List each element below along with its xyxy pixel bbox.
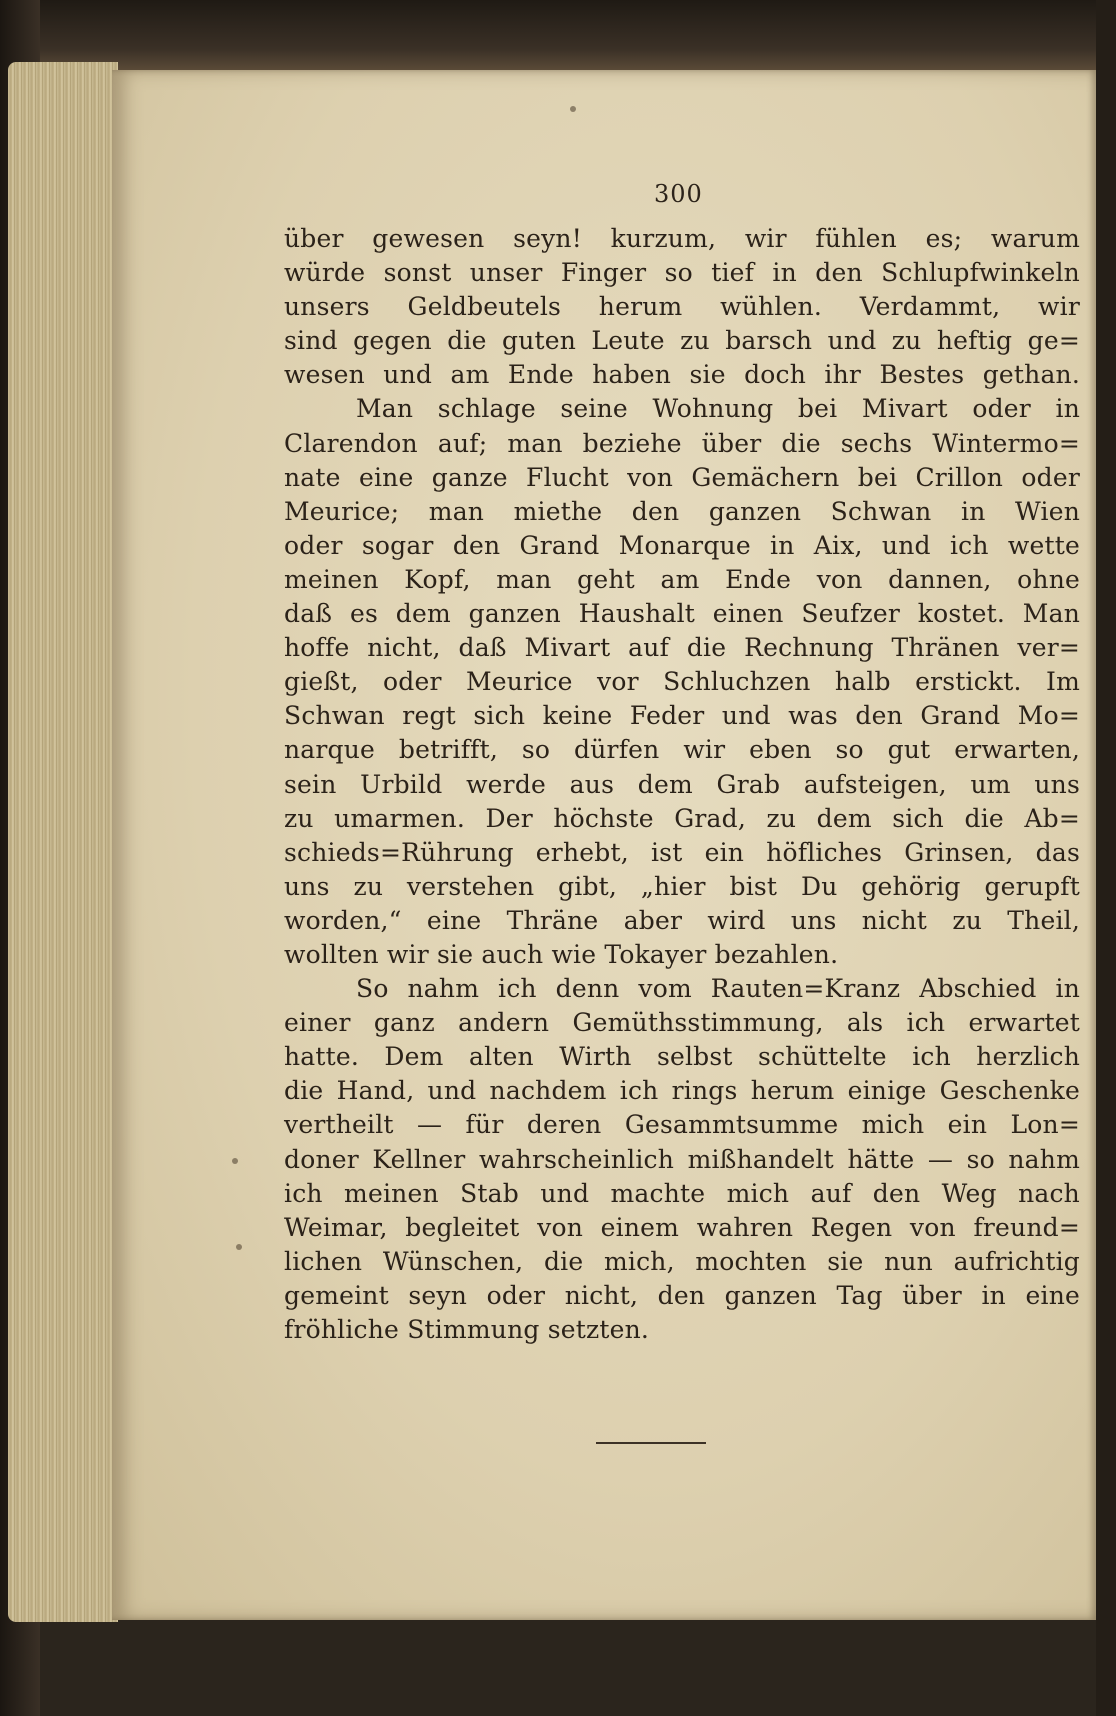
body-text [284, 222, 1080, 1347]
text-line: Schwan regt sich keine Feder und was den Grand Mo= [284, 701, 1080, 731]
text-line: gießt, oder Meurice vor Schluchzen halb erstickt. Im [284, 667, 1080, 697]
text-line: uns zu verstehen gibt, „hier bist Du gehörig gerupft [284, 871, 1080, 901]
text-line: worden,“ eine Thräne aber wird uns nicht zu Theil, [284, 905, 1080, 935]
paper-spot [570, 106, 576, 112]
text-line: würde sonst unser Finger so tief in den Schlupfwinkeln [284, 258, 1080, 288]
text-line: daß es dem ganzen Haushalt einen Seufzer kostet. Man [284, 599, 1080, 629]
text-line: gemeint seyn oder nicht, den ganzen Tag über in eine [284, 1280, 1080, 1310]
book-cover-right [1096, 0, 1116, 1716]
text-line: schieds=Rührung erhebt, ist ein höfliches Grinsen, das [284, 837, 1080, 867]
text-line: einer ganz andern Gemüthsstimmung, als ich erwartet [284, 1008, 1080, 1038]
text-line: unsers Geldbeutels herum wühlen. Verdammt, wir [284, 292, 1080, 322]
paper-spot [232, 1158, 238, 1164]
text-line: sein Urbild werde aus dem Grab aufsteigen, um uns [284, 769, 1080, 799]
text-line: über gewesen seyn! kurzum, wir fühlen es; warum [284, 224, 1080, 253]
text-line: nate eine ganze Flucht von Gemächern bei Crillon oder [284, 462, 1080, 492]
page-number: 300 [654, 180, 703, 208]
book-cover-top [0, 0, 1116, 70]
text-line: Man schlage seine Wohnung bei Mivart oder in [356, 394, 1080, 424]
text-line: zu umarmen. Der höchste Grad, zu dem sich die Ab= [284, 803, 1080, 833]
text-line: ich meinen Stab und machte mich auf den Weg nach [284, 1178, 1080, 1208]
text-line: hatte. Dem alten Wirth selbst schüttelte ich herzlich [284, 1042, 1080, 1072]
page-edges [8, 62, 118, 1622]
text-line: Meurice; man miethe den ganzen Schwan in Wien [284, 496, 1080, 526]
text-line: wesen und am Ende haben sie doch ihr Bestes gethan. [284, 360, 1080, 390]
text-line: oder sogar den Grand Monarque in Aix, und ich wette [284, 530, 1080, 560]
text-line: Clarendon auf; man beziehe über die sechs Wintermo= [284, 428, 1080, 458]
text-line: hoffe nicht, daß Mivart auf die Rechnung Thränen ver= [284, 633, 1080, 663]
text-line: fröhliche Stimmung setzten. [284, 1315, 650, 1344]
text-line: Weimar, begleitet von einem wahren Regen von freund= [284, 1212, 1080, 1242]
text-line: sind gegen die guten Leute zu barsch und zu heftig ge= [284, 326, 1080, 356]
text-line: lichen Wünschen, die mich, mochten sie nun aufrichtig [284, 1246, 1080, 1276]
text-line: doner Kellner wahrscheinlich mißhandelt hätte — so nahm [284, 1144, 1080, 1174]
text-line: vertheilt — für deren Gesammtsumme mich ein Lon= [284, 1110, 1080, 1140]
text-line: die Hand, und nachdem ich rings herum einige Geschenke [284, 1076, 1080, 1106]
text-line: meinen Kopf, man geht am Ende von dannen, ohne [284, 564, 1080, 594]
text-line: wollten wir sie auch wie Tokayer bezahlen. [284, 939, 839, 969]
text-line: narque betrifft, so dürfen wir eben so gut erwarten, [284, 735, 1080, 765]
text-line: So nahm ich denn vom Rauten=Kranz Abschied in [356, 974, 1080, 1004]
end-rule [596, 1442, 706, 1444]
paper-spot [236, 1244, 242, 1250]
